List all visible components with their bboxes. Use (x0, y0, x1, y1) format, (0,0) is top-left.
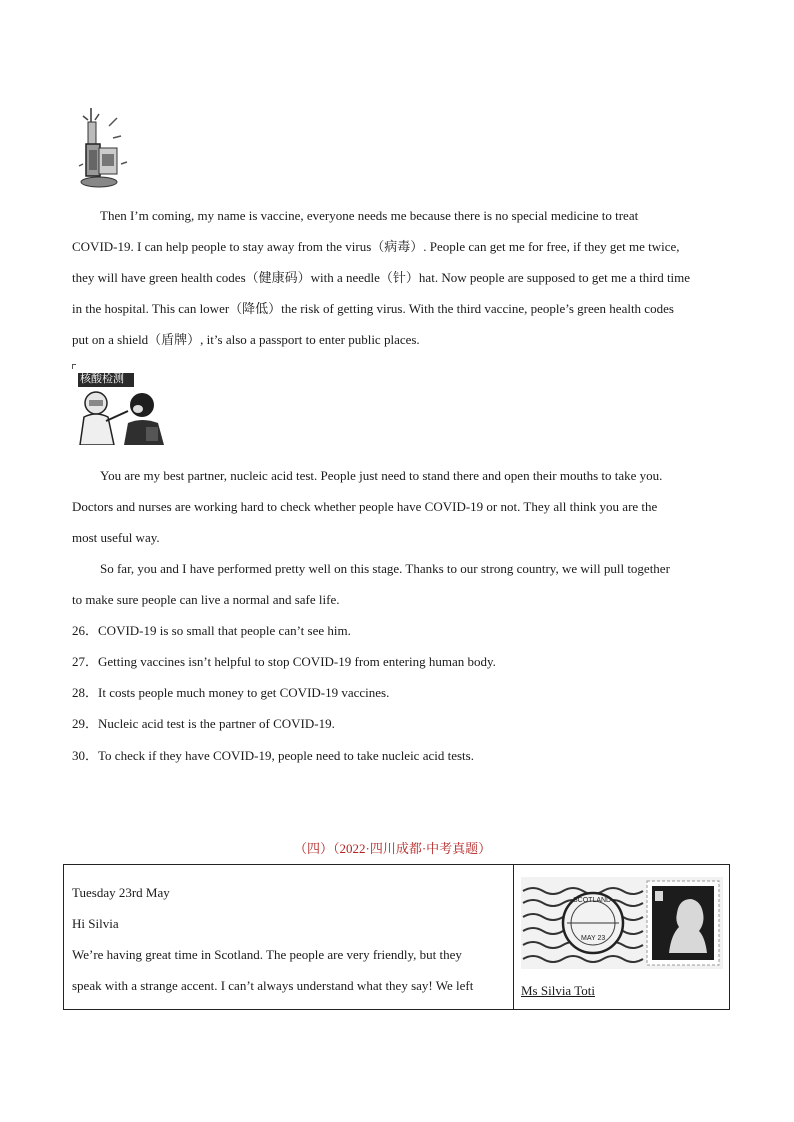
paragraph-1-line-5: put on a shield（盾牌）, it’s also a passport to enter public places. (72, 332, 420, 347)
postmark-date: MAY 23 (581, 935, 606, 942)
postcard-body-line-1: We’re having great time in Scotland. The people are very friendly, but they (72, 947, 462, 962)
question-28 (72, 685, 389, 701)
paragraph-2-line-3: most useful way. (72, 530, 160, 545)
postage-stamp-icon (521, 877, 723, 969)
vaccine-illustration (77, 104, 131, 190)
syringe-icon (77, 104, 131, 190)
stray-mark (72, 364, 76, 369)
question-30 (72, 748, 474, 764)
question-text: Nucleic acid test is the partner of COVID-19. (98, 716, 335, 731)
paragraph-2-line-1: You are my best partner, nucleic acid test. People just need to stand there and open their mouths to take you. (100, 468, 663, 483)
question-27 (72, 654, 496, 670)
paragraph-1-line-3: they will have green health codes（健康码）with a needle（针）hat. Now people are supposed to get me a third time (72, 270, 691, 285)
postmark-stamp-image (521, 877, 723, 969)
question-number: 28． (72, 685, 99, 700)
paragraph-2-line-2: Doctors and nurses are working hard to check whether people have COVID-19 or not. They all think you are the (72, 499, 658, 514)
paragraph-3-line-1: So far, you and I have performed pretty well on this stage. Thanks to our strong country, we will pull together (100, 561, 670, 576)
question-number: 29． (72, 716, 99, 731)
postcard-body-line-2: speak with a strange accent. I can’t always understand what they say! We left (72, 978, 474, 993)
postcard-divider (513, 865, 514, 1009)
postcard-recipient: Ms Silvia Toti (521, 983, 595, 998)
paragraph-1-line-4: in the hospital. This can lower（降低）the risk of getting virus. With the third vaccine, people’s green health codes (72, 301, 674, 316)
paragraph-1-line-1: Then I’m coming, my name is vaccine, everyone needs me because there is no special medicine to treat (100, 208, 639, 223)
postcard-table (63, 864, 730, 1010)
question-text: COVID-19 is so small that people can’t see him. (98, 623, 351, 638)
postcard-date: Tuesday 23rd May (72, 885, 170, 900)
question-number: 30． (72, 748, 99, 763)
question-29 (72, 716, 335, 732)
nucleic-acid-test-illustration (74, 371, 170, 445)
paragraph-1-line-2: COVID-19. I can help people to stay away from the virus（病毒）. People can get me for free, if they get me twice, (72, 239, 680, 254)
question-text: To check if they have COVID-19, people need to take nucleic acid tests. (98, 748, 474, 763)
paragraph-3-line-2: to make sure people can live a normal and safe life. (72, 592, 340, 607)
question-number: 27． (72, 654, 99, 669)
postmark-text: SCOTLAND (573, 897, 612, 904)
question-26 (72, 623, 351, 639)
question-number: 26． (72, 623, 99, 638)
question-text: Getting vaccines isn’t helpful to stop COVID-19 from entering human body. (98, 654, 496, 669)
question-text: It costs people much money to get COVID-19 vaccines. (98, 685, 390, 700)
test-sign: 核酸检测 (80, 372, 124, 385)
postcard-greeting: Hi Silvia (72, 916, 119, 931)
section-4-heading: （四）（2022·四川成都·中考真题） (294, 841, 492, 856)
